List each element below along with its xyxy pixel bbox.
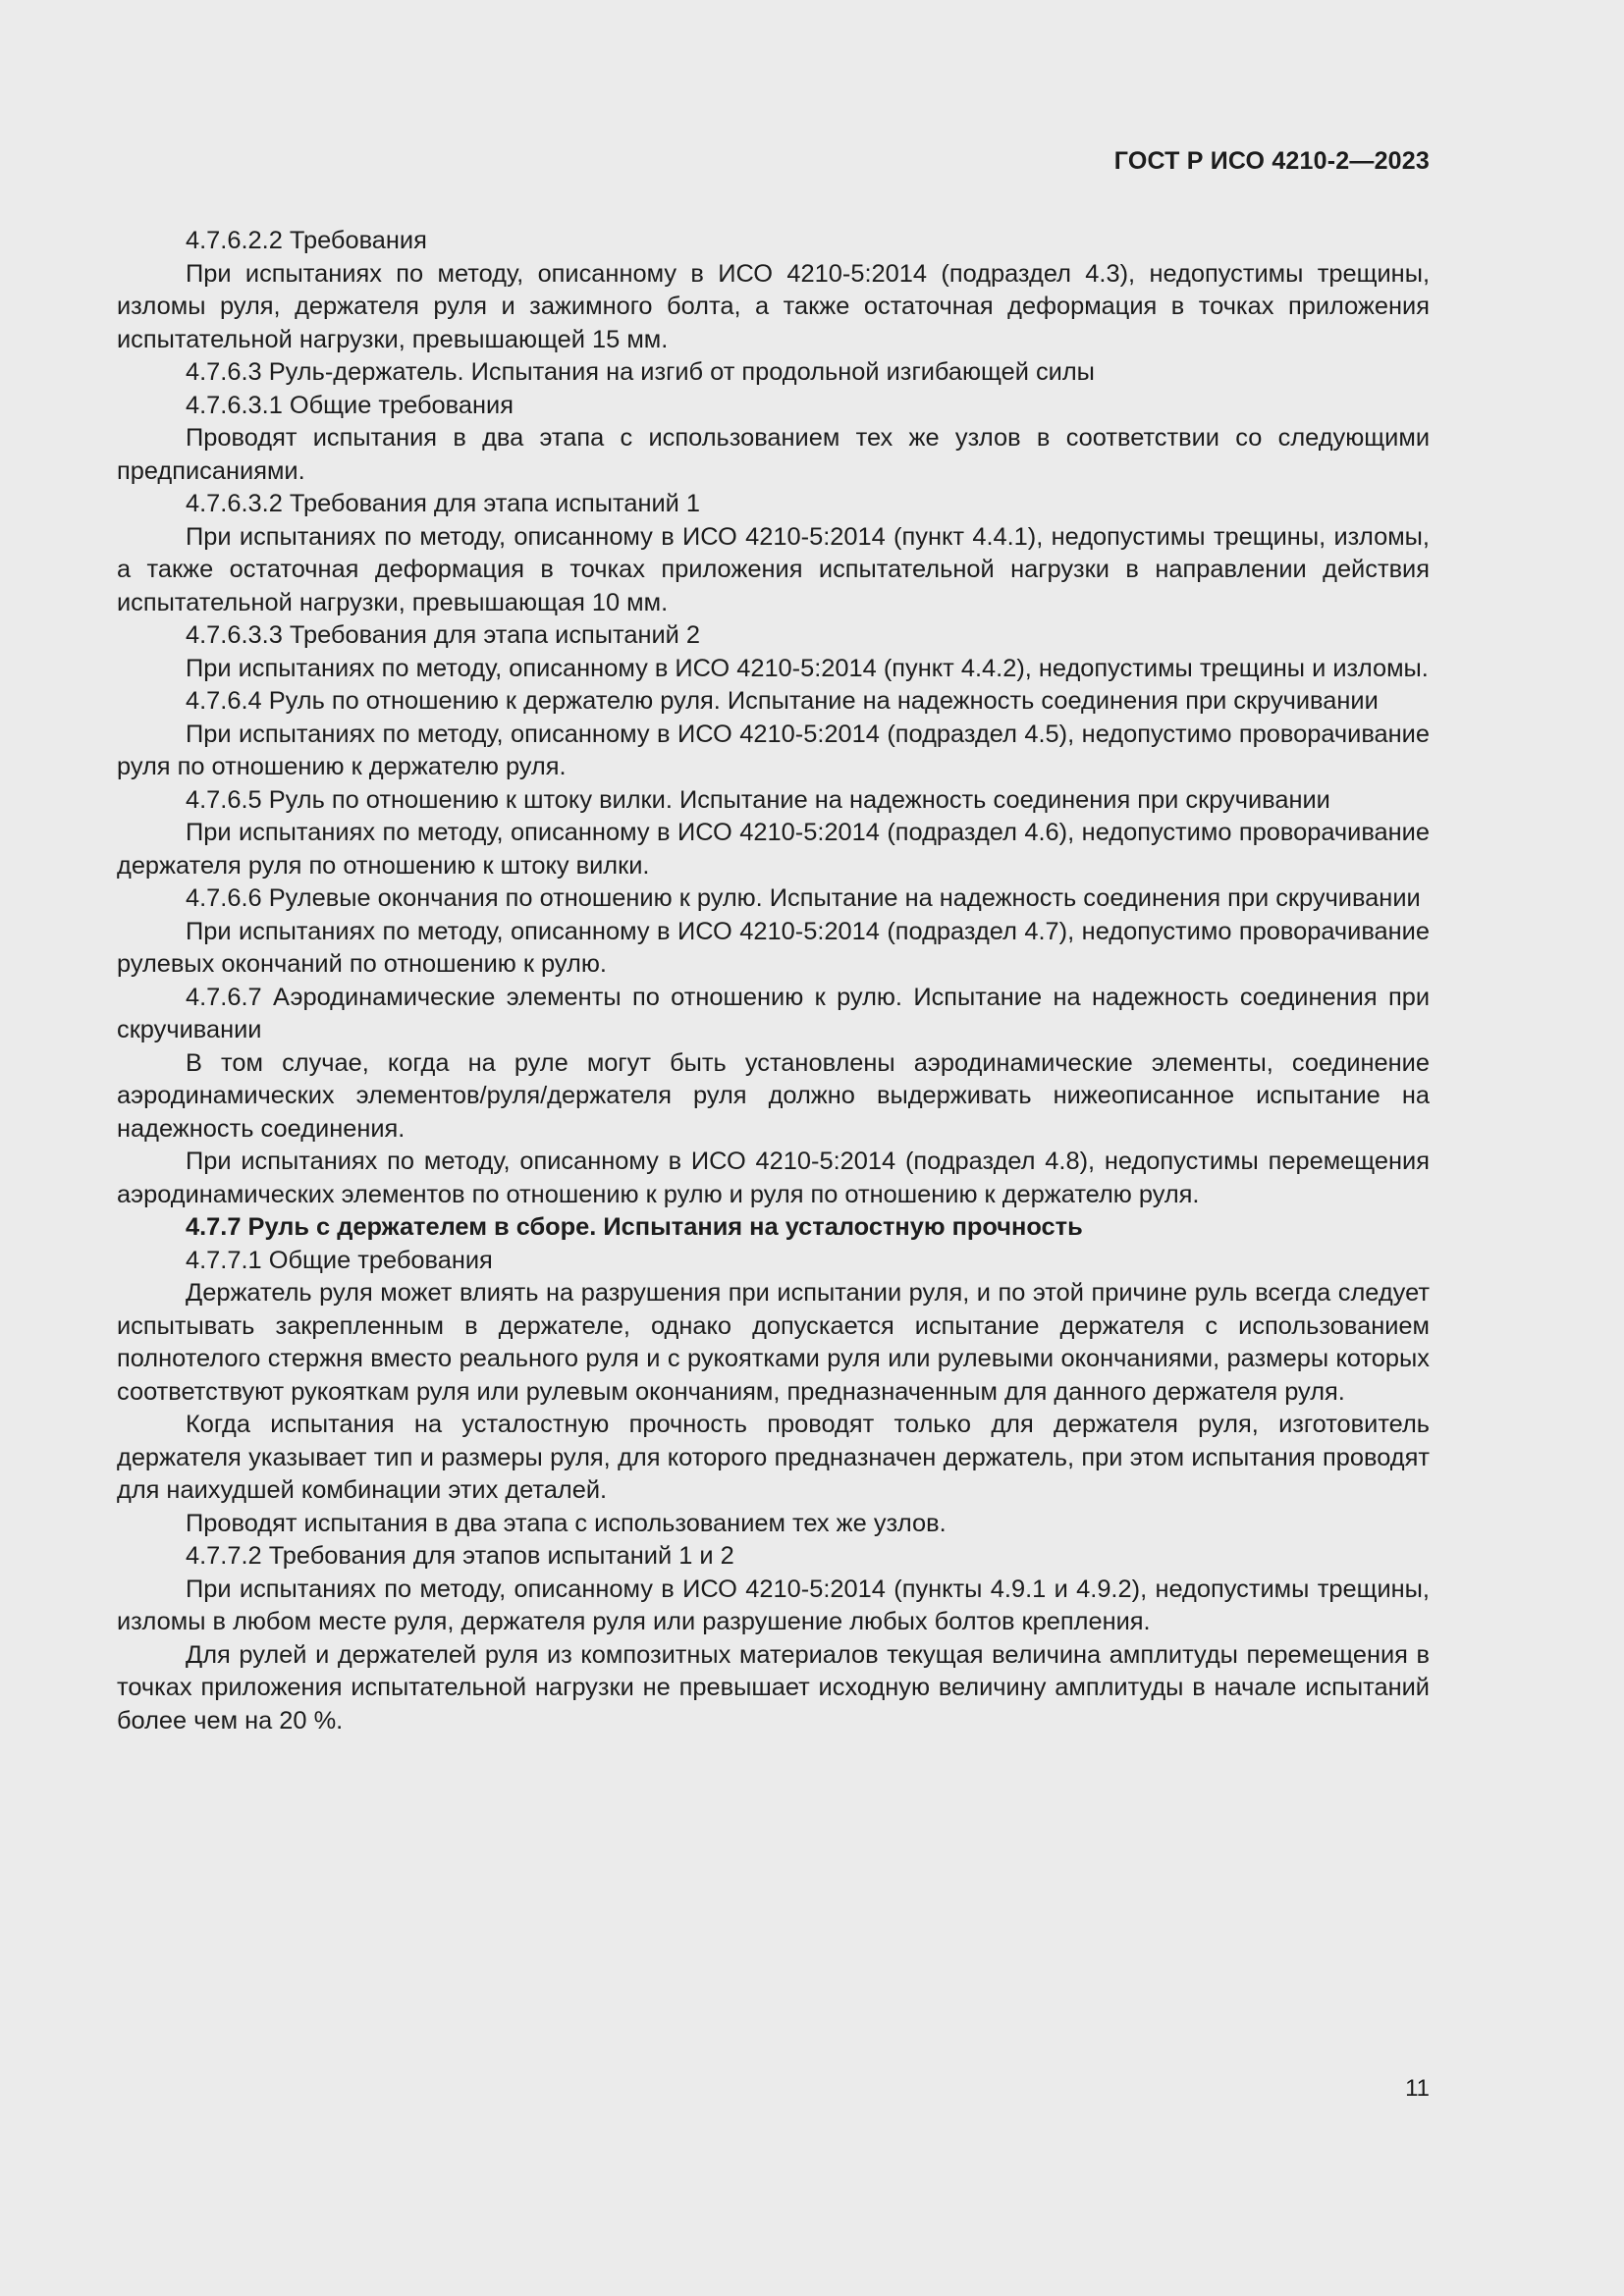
paragraph: Проводят испытания в два этапа с использованием тех же узлов в соответствии со следующими предписаниями. (117, 424, 1430, 485)
paragraph: При испытаниях по методу, описанному в ИСО 4210-5:2014 (подраздел 4.5), недопустимо проворачивание руля по отношению к держателю руля. (117, 720, 1430, 780)
paragraph: Проводят испытания в два этапа с использованием тех же узлов. (186, 1509, 947, 1537)
paragraph: 4.7.6.3.3 Требования для этапа испытаний 2 (186, 621, 701, 649)
paragraph: Держатель руля может влиять на разрушения при испытании руля, и по этой причине руль всегда следует испытывать закрепленным в держателе, однако допускается испытание держателя с использованием полнотелого стержня вместо реального руля и с рукоятками руля или рулевыми окончаниями, размеры которых соответствуют рукояткам руля или рулевым окончаниям, предназначенным для данного держателя руля. (117, 1279, 1430, 1406)
paragraph: 4.7.6.3 Руль-держатель. Испытания на изгиб от продольной изгибающей силы (186, 358, 1095, 386)
section-heading: 4.7.7 Руль с держателем в сборе. Испытания на усталостную прочность (186, 1213, 1083, 1241)
document-header: ГОСТ Р ИСО 4210-2—2023 (1113, 147, 1430, 175)
paragraph: При испытаниях по методу, описанному в ИСО 4210-5:2014 (пункт 4.4.2), недопустимы трещины и изломы. (186, 654, 1429, 682)
paragraph: 4.7.6.4 Руль по отношению к держателю руля. Испытание на надежность соединения при скручивании (186, 687, 1379, 715)
paragraph: 4.7.6.5 Руль по отношению к штоку вилки. Испытание на надежность соединения при скручивании (186, 785, 1330, 814)
paragraph: 4.7.7.2 Требования для этапов испытаний 1 и 2 (186, 1542, 734, 1570)
paragraph: При испытаниях по методу, описанному в ИСО 4210-5:2014 (подраздел 4.3), недопустимы трещины, изломы руля, держателя руля и зажимного болта, а также остаточная деформация в точках приложения испытательной нагрузки, превышающей 15 мм. (117, 259, 1430, 353)
paragraph: При испытаниях по методу, описанному в ИСО 4210-5:2014 (подраздел 4.8), недопустимы перемещения аэродинамических элементов по отношению к рулю и руля по отношению к держателю руля. (117, 1148, 1430, 1208)
paragraph: 4.7.6.7 Аэродинамические элементы по отношению к рулю. Испытание на надежность соединения при скручивании (117, 983, 1430, 1043)
paragraph: При испытаниях по методу, описанному в ИСО 4210-5:2014 (пункты 4.9.1 и 4.9.2), недопустимы трещины, изломы в любом месте руля, держателя руля или разрушение любых болтов крепления. (117, 1575, 1430, 1635)
paragraph: При испытаниях по методу, описанному в ИСО 4210-5:2014 (подраздел 4.7), недопустимо проворачивание рулевых окончаний по отношению к рулю. (117, 917, 1430, 978)
paragraph: Для рулей и держателей руля из композитных материалов текущая величина амплитуды перемещения в точках приложения испытательной нагрузки не превышает исходную величину амплитуды в начале испытаний более чем на 20 %. (117, 1640, 1430, 1735)
document-body (117, 225, 1430, 1737)
paragraph: 4.7.6.3.1 Общие требования (186, 391, 514, 419)
paragraph: 4.7.6.2.2 Требования (186, 227, 427, 254)
page-number: 11 (1405, 2075, 1430, 2102)
paragraph: 4.7.6.6 Рулевые окончания по отношению к рулю. Испытание на надежность соединения при скручивании (186, 884, 1421, 912)
paragraph: 4.7.6.3.2 Требования для этапа испытаний 1 (186, 490, 701, 517)
paragraph: 4.7.7.1 Общие требования (186, 1246, 493, 1274)
paragraph: При испытаниях по методу, описанному в ИСО 4210-5:2014 (пункт 4.4.1), недопустимы трещины, изломы, а также остаточная деформация в точках приложения испытательной нагрузки в направлении действия испытательной нагрузки, превышающая 10 мм. (117, 522, 1430, 616)
paragraph: Когда испытания на усталостную прочность проводят только для держателя руля, изготовитель держателя указывает тип и размеры руля, для которого предназначен держатель, при этом испытания проводят для наихудшей комбинации этих деталей. (117, 1411, 1430, 1504)
paragraph: В том случае, когда на руле могут быть установлены аэродинамические элементы, соединение аэродинамических элементов/руля/держателя руля должно выдерживать нижеописанное испытание на надежность соединения. (117, 1048, 1430, 1143)
paragraph: При испытаниях по методу, описанному в ИСО 4210-5:2014 (подраздел 4.6), недопустимо проворачивание держателя руля по отношению к штоку вилки. (117, 819, 1430, 880)
